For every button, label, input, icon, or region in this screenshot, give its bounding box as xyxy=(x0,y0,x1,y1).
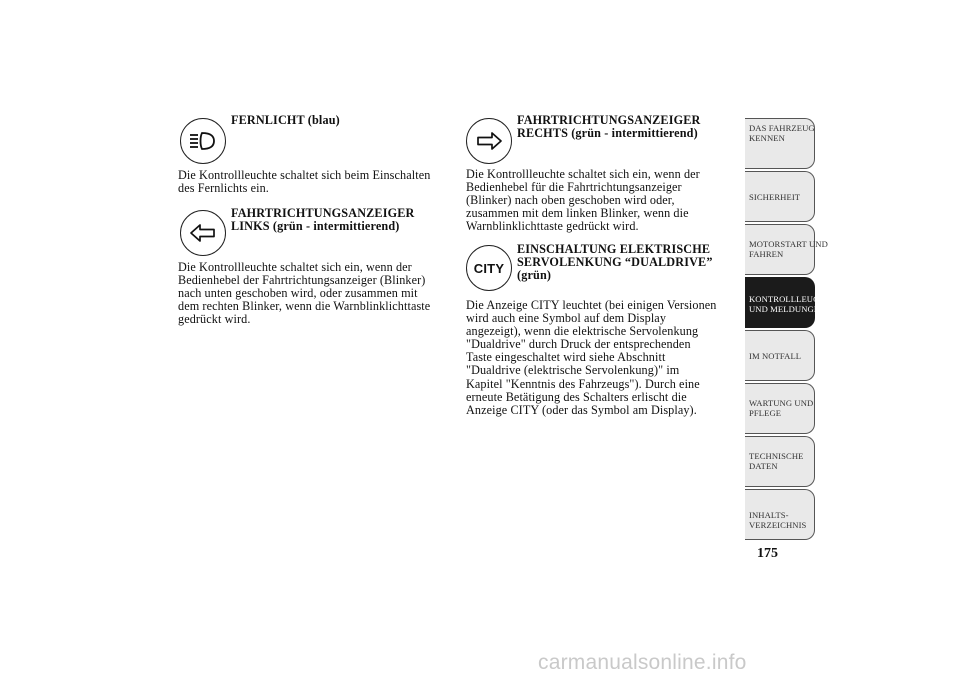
city-steering-icon xyxy=(466,245,512,291)
turn-right-description: Die Kontrollleuchte schaltet sich ein, wenn der Bedienhebel für die Fahrtrichtungsanzeiger (Blinker) nach oben geschoben wird oder, zusammen mit dem linken Blinker, wenn die Warnblinklichttaste gedrückt wird. xyxy=(466,167,700,234)
tab-sicherheit[interactable]: SICHERHEIT xyxy=(745,171,815,222)
tab-technische-daten[interactable]: TECHNISCHE DATEN xyxy=(745,436,815,487)
page-number: 175 xyxy=(757,546,778,561)
dualdrive-description: Die Anzeige CITY leuchtet (bei einigen Versionen wird auch eine Symbol auf dem Display angezeigt), wenn die elektrische Servolenkung "Dualdrive" durch Druck der entsprechenden Taste eingeschaltet wird siehe Abschnitt "Dualdrive (elektrische Servolenkung)" im Kapitel "Kenntnis des Fahrzeugs"). Durch eine erneute Betätigung des Schalters erlischt die Anzeige CITY (oder das Symbol am Display). xyxy=(466,298,717,417)
high-beam-title: FERNLICHT (blau) xyxy=(231,113,340,127)
high-beam-description: Die Kontrollleuchte schaltet sich beim Einschalten des Fernlichts ein. xyxy=(178,168,431,196)
tab-kontrollleuchten-und-meldungen[interactable]: KONTROLLLEUCHTEN UND MELDUNGEN xyxy=(745,277,815,328)
tab-im-notfall[interactable]: IM NOTFALL xyxy=(745,330,815,381)
city-icon-label: CITY xyxy=(473,260,505,276)
turn-right-title: FAHRTRICHTUNGSANZEIGER RECHTS (grün - intermittierend) xyxy=(517,113,701,140)
watermark: carmanualsonline.info xyxy=(538,651,747,674)
turn-left-title: FAHRTRICHTUNGSANZEIGER LINKS (grün - intermittierend) xyxy=(231,206,415,233)
turn-right-arrow-icon xyxy=(466,118,512,164)
tab-inhaltsverzeichnis[interactable]: INHALTS- VERZEICHNIS xyxy=(745,489,815,540)
turn-left-description: Die Kontrollleuchte schaltet sich ein, wenn der Bedienhebel der Fahrtrichtungsanzeiger (Blinker) nach unten geschoben wird, oder zusammen mit dem rechten Blinker, wenn die Warnblinklichttaste gedrückt wird. xyxy=(178,260,431,327)
high-beam-icon xyxy=(180,118,226,164)
tab-wartung-und-pflege[interactable]: WARTUNG UND PFLEGE xyxy=(745,383,815,434)
tab-motorstart-und-fahren[interactable]: MOTORSTART UND FAHREN xyxy=(745,224,815,275)
dualdrive-title: EINSCHALTUNG ELEKTRISCHE SERVOLENKUNG “DUALDRIVE” (grün) xyxy=(517,242,713,282)
turn-left-arrow-icon xyxy=(180,210,226,256)
tab-das-fahrzeug-kennen[interactable]: DAS FAHRZEUG KENNEN xyxy=(745,118,815,169)
